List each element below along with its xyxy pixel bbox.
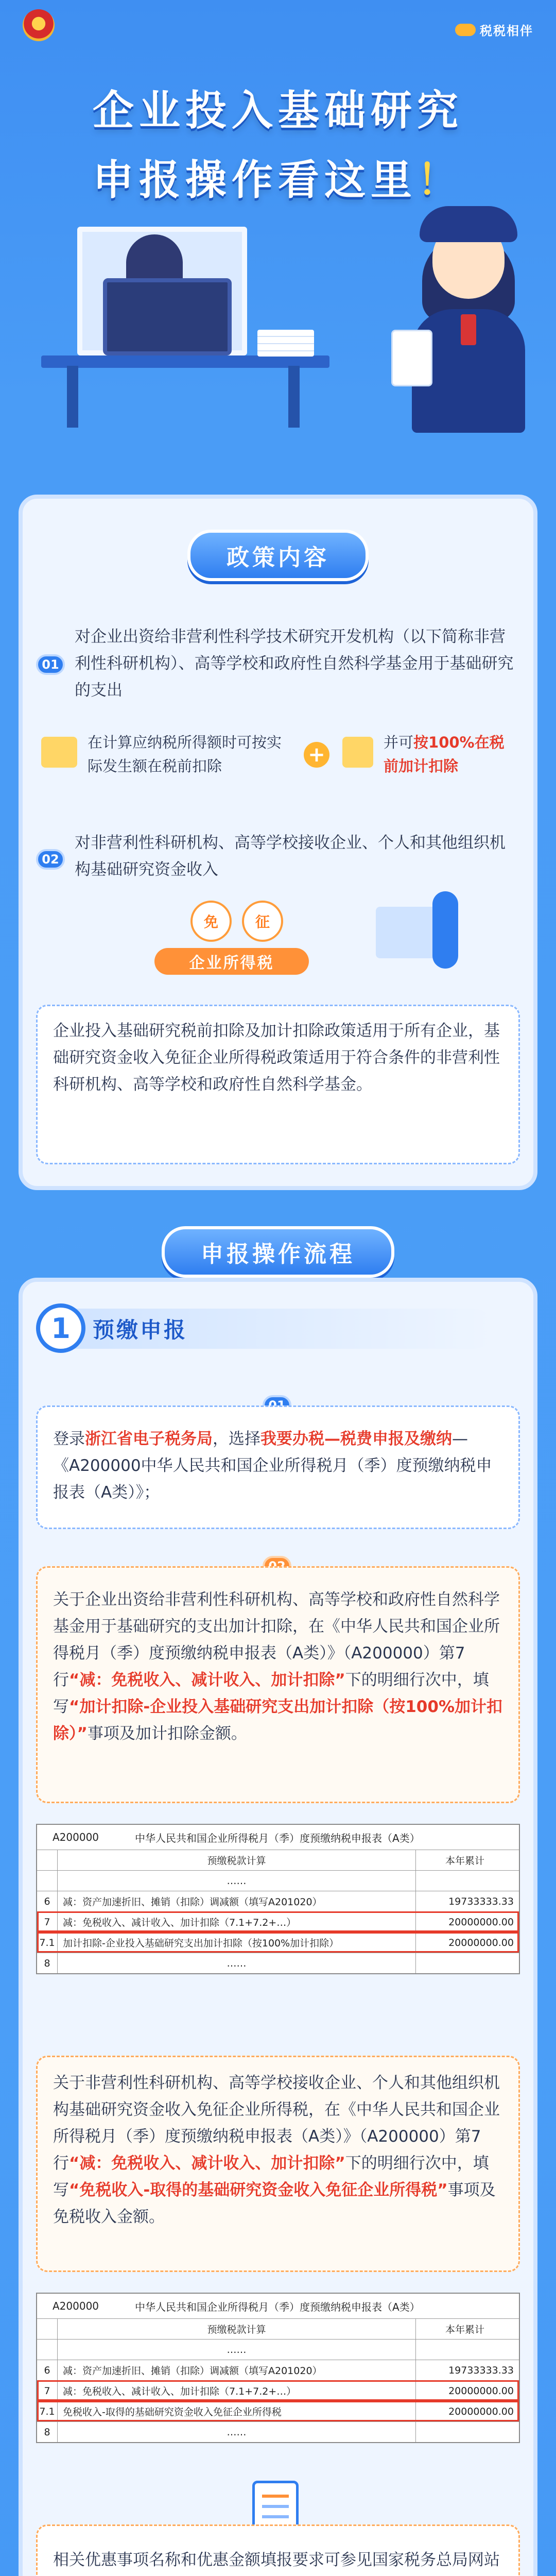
block3-item-name: “免税收入-取得的基础研究资金收入免征企业所得税”: [69, 2181, 448, 2199]
step1-number-badge: 1: [36, 1303, 85, 1353]
table-row: 6 减：资产加速折旧、摊销（扣除）调减额（填写A201020） 19733333.33: [37, 1891, 519, 1911]
monitor-illustration: [103, 278, 232, 355]
deduct-right-highlight: 按100%在税前加计扣除: [384, 734, 505, 775]
form-table-2: [36, 2293, 520, 2443]
reference-pre: 相关优惠事项名称和优惠金额填报要求可参见国家税务总局网站: [53, 2551, 500, 2569]
block3-box: [36, 2056, 520, 2272]
policy-note-box: [36, 1005, 520, 1164]
clerk-card-illustration: [391, 330, 432, 386]
exempt-stamp-right: [242, 901, 283, 942]
block3-text: [53, 2070, 503, 2230]
brand-logo: [455, 21, 533, 39]
block2-part-c: 事项及加计扣除金额。: [87, 1724, 247, 1743]
desk-illustration: [41, 355, 329, 368]
exempt-stamp-left: [190, 901, 232, 942]
plus-icon: +: [304, 742, 329, 768]
table-col-amount: 本年累计: [445, 1855, 484, 1867]
form-table-2-code: A200000: [53, 2300, 99, 2312]
policy-note-text: 企业投入基础研究税前扣除及加计扣除政策适用于所有企业，基础研究资金收入免征企业所得税政策适用于符合条件的非营利性科研机构、高等学校和政府性自然科学基金。: [53, 1022, 500, 1094]
deduct-left-text: 在计算应纳税所得额时可按实际发生额在税前扣除: [88, 734, 282, 775]
form-table-2-header: [37, 2294, 519, 2318]
block1-site[interactable]: 浙江省电子税务局: [85, 1430, 213, 1448]
policy-item1-text: 对企业出资给非营利性科学技术研究开发机构（以下简称非营利性科研机构）、高等学校和政府性自然科学基金用于基础研究的支出: [75, 628, 514, 700]
coins-icon: [342, 737, 373, 768]
block2-row-name: “减：免税收入、减计收入、加计扣除”: [69, 1671, 345, 1689]
form-table-1-code: A200000: [53, 1831, 99, 1843]
brand-name: 税税相伴: [480, 24, 533, 38]
flow-heading: [0, 1226, 556, 1278]
money-icon: [41, 737, 77, 768]
flow-heading-label: 申报操作流程: [162, 1226, 394, 1278]
table-col-amount: 本年累计: [445, 2324, 484, 2335]
block1-mid: ，选择: [213, 1430, 260, 1448]
table-row: 8 ……: [37, 2421, 519, 2442]
step1-title: 预缴申报: [93, 1317, 188, 1343]
block1-pre: 登录: [53, 1430, 85, 1448]
block2-part-b: 下的明细行次中，填写: [53, 1671, 489, 1716]
block2-text: [53, 1586, 503, 1747]
desk-leg-illustration: [67, 366, 78, 428]
form-table-1: [36, 1824, 520, 1974]
deduct-right-text: [384, 731, 517, 778]
desk-leg-illustration: [288, 366, 300, 428]
page-title-line1: 企业投入基础研究: [93, 87, 463, 134]
page-title-line2-main: 申报操作看这里: [93, 156, 417, 204]
clerk-hat-illustration: [420, 206, 517, 242]
reference-text: [53, 2547, 503, 2576]
block2-box: [36, 1566, 520, 1803]
clerk-tie-illustration: [461, 314, 476, 345]
table-row: 8 ……: [37, 1953, 519, 1973]
block2-item-name: “加计扣除-企业投入基础研究支出加计扣除（按100%加计扣除）”: [53, 1698, 503, 1743]
block1-text: [53, 1426, 503, 1506]
page-title-line2: [0, 147, 556, 206]
table-row: [37, 1850, 519, 1870]
levy-char: 征: [255, 913, 270, 930]
exempt-char: 免: [203, 913, 218, 930]
block1-box: [36, 1405, 520, 1529]
block2-part-a: 关于企业出资给非营利性科研机构、高等学校和政府性自然科学基金用于基础研究的支出加计扣除，在《中华人民共和国企业所得税月（季）度预缴纳税申报表（A类）》（A200000）第7行: [53, 1590, 500, 1689]
block1-post: —《A200000中华人民共和国企业所得税月（季）度预缴纳税申报表（A类）》；: [53, 1430, 492, 1502]
research-illustration: [355, 886, 468, 974]
table-row-highlighted: 7.1 免税收入-取得的基础研究资金收入免征企业所得税 20000000.00: [37, 2401, 519, 2421]
table-row-highlighted: 7 减：免税收入、减计收入、加计扣除（7.1+7.2+…） 20000000.00: [37, 1911, 519, 1932]
form-table-2-name: 中华人民共和国企业所得税月（季）度预缴纳税申报表（A类）: [135, 2300, 420, 2313]
scientist-icon: [432, 891, 458, 969]
table-row-highlighted: 7 减：免税收入、减计收入、加计扣除（7.1+7.2+…） 20000000.00: [37, 2380, 519, 2401]
block3-row-name: “减：免税收入、减计收入、加计扣除”: [69, 2154, 345, 2173]
exempt-tag: 企业所得税: [154, 948, 309, 975]
reference-box: [36, 2524, 520, 2576]
table-row: 6 减：资产加速折旧、摊销（扣除）调减额（填写A201020） 19733333.33: [37, 2360, 519, 2380]
table-col-title: 预缴税款计算: [58, 1850, 416, 1870]
table-row: [37, 2318, 519, 2339]
policy-heading-label: 政策内容: [187, 530, 369, 581]
step1-title-bar: [51, 1309, 494, 1349]
table-row-highlighted: 7.1 加计扣除-企业投入基础研究支出加计扣除（按100%加计扣除） 20000000.00: [37, 1932, 519, 1953]
tax-emblem-icon: [23, 9, 55, 41]
block3-part-a: 关于非营利性科研机构、高等学校接收企业、个人和其他组织机构基础研究资金收入免征企业所得税，在《中华人民共和国企业所得税月（季）度预缴纳税申报表（A类）》（A200000）第7行: [53, 2074, 500, 2173]
page-title-mark: ！: [417, 156, 463, 204]
books-illustration: [257, 330, 314, 357]
brand-mark-icon: [455, 24, 476, 36]
block1-menu-path: 我要办税—税费申报及缴纳: [260, 1430, 452, 1448]
form-table-1-name: 中华人民共和国企业所得税月（季）度预缴纳税申报表（A类）: [135, 1832, 420, 1844]
policy-item1-badge: 01: [36, 654, 65, 675]
deduct-right-prefix: 并可: [384, 734, 414, 751]
table-row: ……: [37, 1870, 519, 1891]
form-table-1-header: [37, 1825, 519, 1850]
block3-part-b: 下的明细行次中，填写: [53, 2154, 489, 2199]
block3-part-c: 事项及免税收入金额。: [53, 2181, 496, 2226]
policy-item2-text: 对非营利性科研机构、高等学校接收企业、个人和其他组织机构基础研究资金收入: [75, 834, 506, 879]
table-col-title: 预缴税款计算: [58, 2319, 416, 2339]
policy-heading: [0, 530, 556, 581]
policy-item2-badge: 02: [36, 849, 65, 870]
table-row: ……: [37, 2339, 519, 2360]
